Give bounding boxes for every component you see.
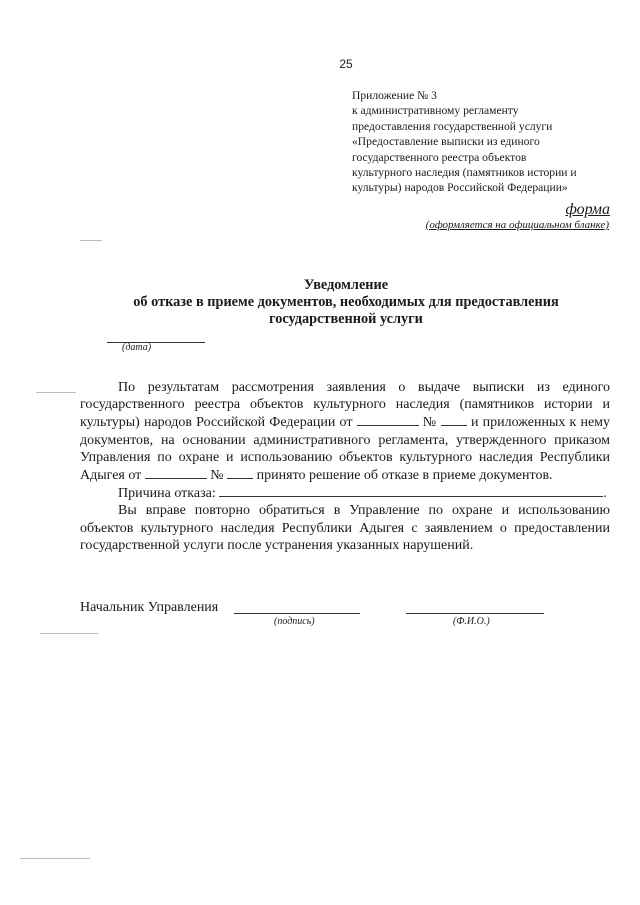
paragraph-text: По результатам рассмотрения заявления о выдаче выписки из единого государственного реестра объектов культурного наследия (памятников истории и культуры) народов Российской Федерации от xyxy=(80,380,610,431)
scan-artifact xyxy=(36,392,76,393)
document-title xyxy=(66,277,626,328)
form-label: форма xyxy=(565,201,610,218)
annex-line: «Предоставление выписки из единого xyxy=(352,135,540,149)
page-number: 25 xyxy=(339,57,353,71)
number-blank xyxy=(227,466,253,479)
retry-paragraph: Вы вправе повторно обратиться в Управление по охране и использованию объектов культурного наследия Республики Адыгея с заявлением о предоставлении государственной услуги после устранения указанных нарушений. xyxy=(80,503,610,553)
signature-line xyxy=(234,599,360,614)
paragraph-text: принято решение об отказе в приеме документов. xyxy=(256,468,553,484)
title-line-1: Уведомление xyxy=(303,277,389,293)
annex-line: культуры) народов Российской Федерации» xyxy=(352,181,568,195)
annex-line: предоставления государственной услуги xyxy=(352,119,553,133)
annex-header xyxy=(352,88,577,196)
number-sign: № xyxy=(210,468,224,484)
name-line xyxy=(406,599,544,614)
reason-blank xyxy=(219,484,603,497)
annex-line: государственного реестра объектов xyxy=(352,150,527,164)
reason-label: Причина отказа: xyxy=(118,486,216,502)
title-line-3: государственной услуги xyxy=(269,311,423,327)
scan-artifact xyxy=(20,858,90,859)
annex-line: к административному регламенту xyxy=(352,104,519,118)
form-note: (оформляется на официальном бланке) xyxy=(425,219,609,231)
reason-line: Причина отказа: . xyxy=(118,486,607,502)
date-blank xyxy=(145,466,207,479)
notice-body xyxy=(80,379,610,554)
number-sign: № xyxy=(422,415,437,431)
number-blank xyxy=(441,413,467,426)
date-blank xyxy=(357,413,419,426)
date-label: (дата) xyxy=(122,342,152,353)
paragraph-text: и приложенных к нему документов, на основании административного регламента, утвержденного приказом Управления по охране и использованию объектов культурного наследия Республики Адыгея от xyxy=(80,415,611,484)
scan-artifact xyxy=(80,240,102,241)
annex-line: Приложение № 3 xyxy=(352,89,437,102)
name-label: (Ф.И.О.) xyxy=(453,616,490,627)
signature-label: (подпись) xyxy=(274,616,315,627)
scan-artifact xyxy=(40,633,98,634)
title-line-2: об отказе в приеме документов, необходимых для предоставления xyxy=(133,294,559,310)
signature-position: Начальник Управления xyxy=(80,600,219,615)
annex-line: культурного наследия (памятников истории и xyxy=(352,166,577,180)
main-paragraph xyxy=(80,379,610,484)
